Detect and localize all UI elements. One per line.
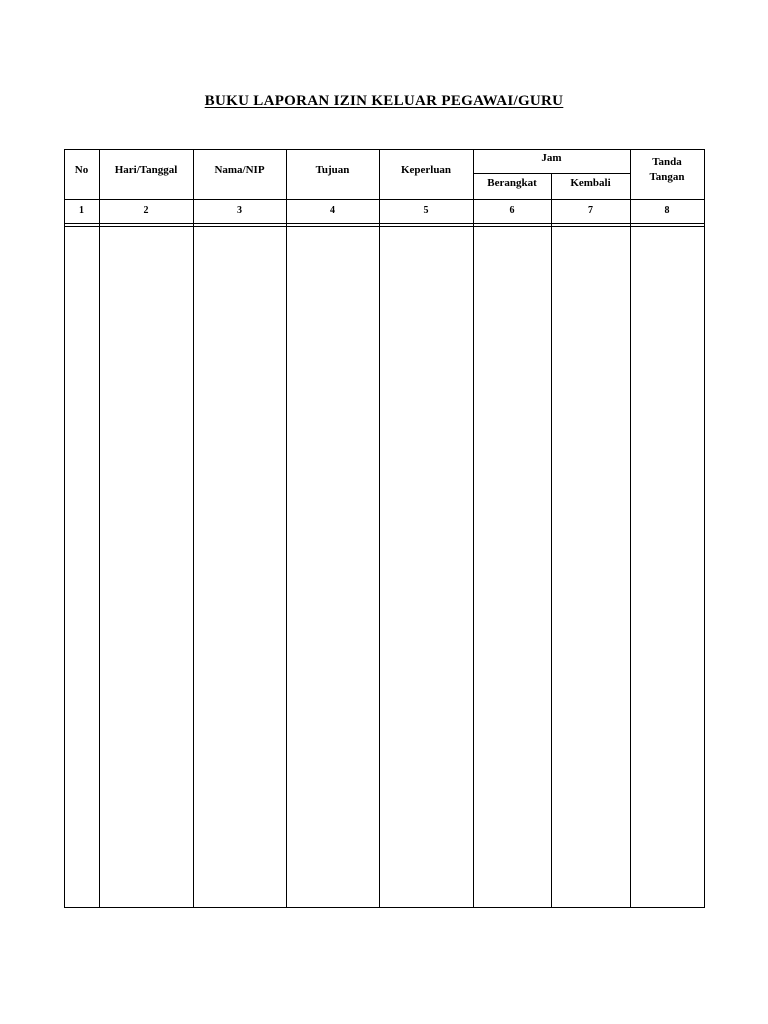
column-number-4: 4 [330,204,335,216]
header-tanda-tangan [630,151,704,189]
column-number-6: 6 [509,204,515,216]
column-divider [630,149,631,908]
number-row-bottom-line [64,223,705,224]
table-right-border [704,149,705,908]
column-number-7: 7 [588,204,593,216]
header-tujuan: Tujuan [315,163,350,176]
column-divider [286,149,287,908]
header-tanda: Tanda [652,156,682,168]
header-hari-tanggal: Hari/Tanggal [114,163,178,176]
column-divider [99,149,100,908]
header-nama-nip: Nama/NIP [214,163,265,176]
column-divider [379,149,380,908]
report-table [64,149,705,908]
column-number-2: 2 [143,204,149,216]
column-divider [551,173,552,908]
column-number-5: 5 [423,204,429,216]
column-number-1: 1 [79,204,84,216]
header-tangan: Tangan [649,171,685,183]
header-berangkat: Berangkat [487,176,537,189]
header-jam: Jam [541,151,562,164]
header-no: No [74,163,89,176]
number-row-double-line [64,226,705,227]
header-keperluan: Keperluan [400,163,452,176]
table-left-border [64,149,65,908]
column-divider [473,149,474,908]
table-bottom-border [64,907,705,908]
column-number-3: 3 [237,204,242,216]
column-number-8: 8 [664,204,670,216]
header-kembali: Kembali [570,176,611,189]
column-divider [193,149,194,908]
document-title-text: BUKU LAPORAN IZIN KELUAR PEGAWAI/GURU [204,93,564,109]
document-title [0,93,768,110]
